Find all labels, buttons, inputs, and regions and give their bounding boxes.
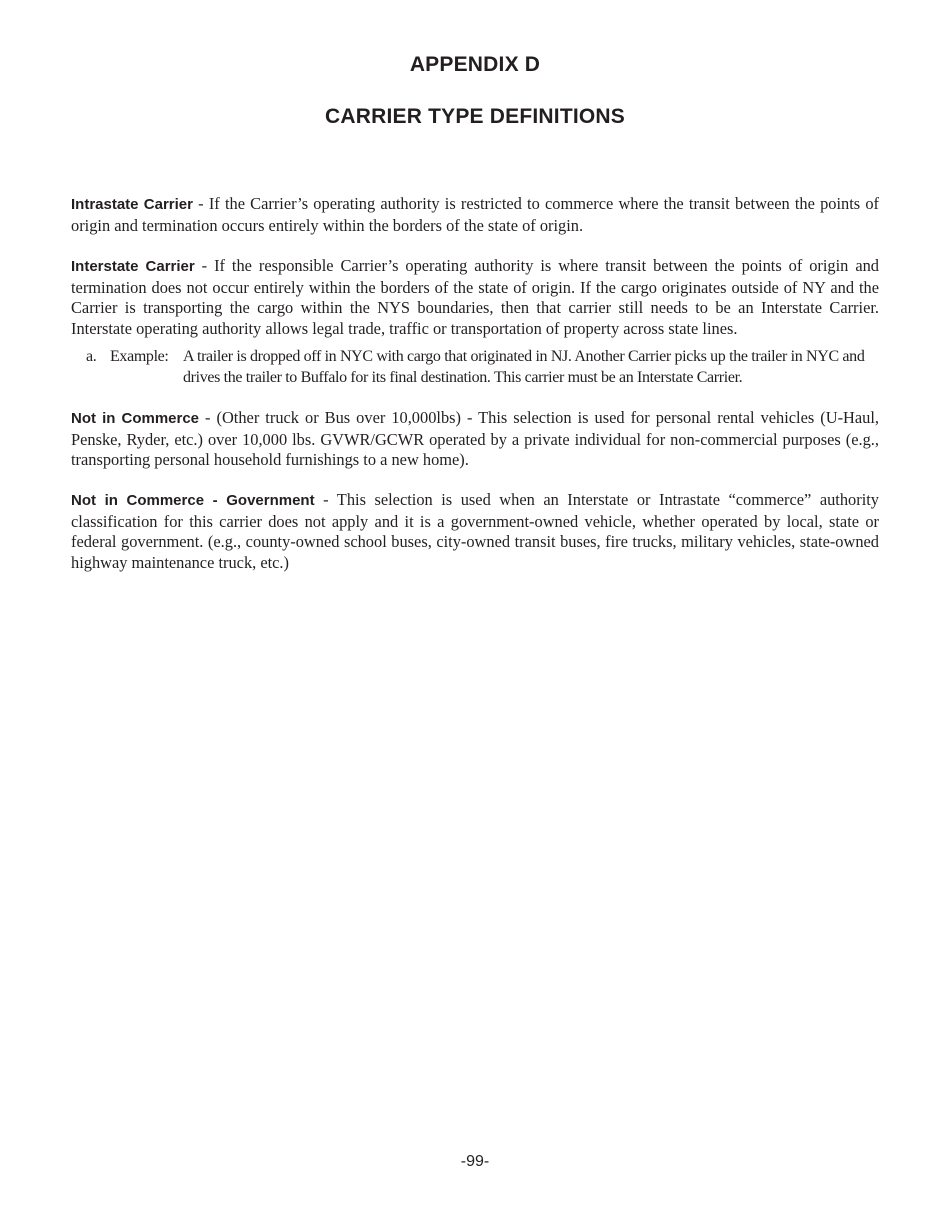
definition-text: - If the Carrier’s operating authority is restricted to commerce where the transit between the points of origin and termination occurs entirely within the borders of the state of origin. (71, 194, 879, 235)
definition-not-in-commerce-government (71, 490, 879, 573)
definition-intrastate-carrier (71, 194, 879, 236)
definition-text: - This selection is used when an Interstate or Intrastate “commerce” authority classification for this carrier does not apply and it is a government-owned vehicle, whether operated by local, state or federal government. (e.g., county-owned school buses, city-owned transit buses, fire trucks, military vehicles, state-owned highway maintenance truck, etc.) (71, 490, 880, 572)
page-number: -99- (460, 1153, 490, 1170)
example-text: A trailer is dropped off in NYC with cargo that originated in NJ. Another Carrier picks up the trailer in NYC and drives the trailer to Buffalo for its final destination. This carrier must be an Interstate Carrier. (183, 348, 865, 386)
definition-text: - (Other truck or Bus over 10,000lbs) - This selection is used for personal rental vehicles (U-Haul, Penske, Ryder, etc.) over 10,000 lbs. GVWR/GCWR operated by a private individual for non-commercial purposes (e.g., transporting personal household furnishings to a new home). (71, 408, 879, 470)
term-not-in-commerce-government: Not in Commerce - Government (71, 492, 315, 509)
appendix-title: APPENDIX D (409, 53, 541, 76)
example-label: Example: (110, 348, 169, 365)
definition-text: - If the responsible Carrier’s operating authority is where transit between the points of origin and termination does not occur entirely within the borders of the state of origin. If the cargo originates outside of NY and the Carrier is transporting the cargo within the NYS boundaries, then that carrier still needs to be an Interstate Carrier. Interstate operating authority allows legal trade, traffic or transportation of property across state lines. (71, 256, 879, 338)
section-title: CARRIER TYPE DEFINITIONS (325, 105, 625, 128)
list-marker: a. (86, 348, 97, 365)
term-not-in-commerce: Not in Commerce (71, 410, 200, 427)
definition-not-in-commerce (71, 408, 879, 471)
definition-interstate-carrier (71, 256, 879, 339)
term-intrastate-carrier: Intrastate Carrier (71, 196, 193, 213)
term-interstate-carrier: Interstate Carrier (71, 258, 195, 275)
